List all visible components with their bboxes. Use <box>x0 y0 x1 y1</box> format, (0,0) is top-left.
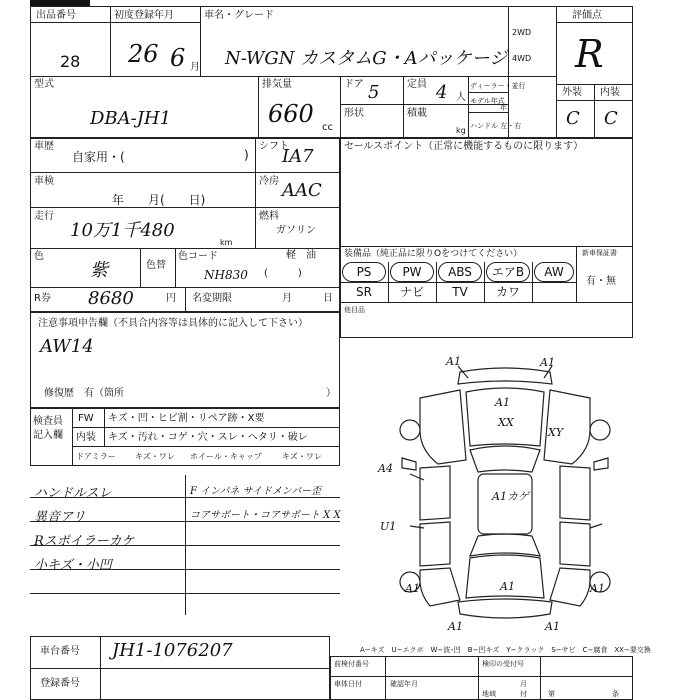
inspector-mirror: ドアミラー <box>76 452 116 461</box>
model-label: 型式 <box>34 79 54 90</box>
footer-f8: 第 <box>548 690 555 698</box>
usage-close: ) <box>244 148 249 162</box>
mark-roof: A1カゲ <box>492 490 529 503</box>
inspection-label: 車検 <box>34 176 54 187</box>
inspector-fw: FW <box>78 413 94 424</box>
ext-label: 外装 <box>562 87 582 98</box>
remark-right-1: F インパネ サイドメンバー歪 <box>190 486 322 497</box>
remark-left-3: Rスポイラーカケ <box>34 534 135 549</box>
mark-hood: A1 <box>495 396 510 409</box>
ac-label: 冷房 <box>259 176 279 187</box>
color: 紫 <box>90 260 108 281</box>
score: R <box>575 32 604 76</box>
remark-left-1: ハンドルスレ <box>34 486 112 501</box>
car-name-label: 車名・グレード <box>204 10 274 21</box>
mark-rear-right: A1 <box>590 582 605 595</box>
displacement: 660 <box>268 100 314 128</box>
inspector-label-1: 検査員 <box>33 416 63 427</box>
displacement-unit: cc <box>322 122 333 133</box>
capacity-label: 定員 <box>407 79 427 90</box>
equip-airbag: エアB <box>486 262 530 282</box>
model-year-label: モデル年式 <box>470 97 505 105</box>
drive-2wd: 2WD <box>512 28 532 37</box>
fuel-gasoline: ガソリン <box>276 225 316 236</box>
fuel-label: 燃料 <box>259 211 279 222</box>
inspector-mirror-opts: キズ・ワレ <box>135 452 175 461</box>
inspector-label-2: 記入欄 <box>33 430 63 441</box>
mark-bottom-right: A1 <box>545 620 560 633</box>
mark-bottom-left: A1 <box>448 620 463 633</box>
dealer-label: ディーラー・並行 <box>470 82 526 90</box>
equipment-row1 <box>340 262 576 282</box>
usage-label: 車歴 <box>34 141 54 152</box>
score-label: 評価点 <box>572 10 602 21</box>
mark-front-right: A1 <box>540 356 555 369</box>
mileage: 10万1千480 <box>70 220 175 241</box>
ac: AAC <box>282 180 322 201</box>
int-label: 内装 <box>600 87 620 98</box>
footer-f9: 条 <box>612 690 619 698</box>
inspector-wheel-opts: キズ・ワレ <box>282 452 322 461</box>
new-warranty-opts: 有・無 <box>586 276 616 287</box>
capacity: 4 <box>436 82 448 103</box>
repair-close: ） <box>326 388 336 399</box>
recycle-unit: 円 <box>166 293 176 304</box>
shape-label: 形状 <box>344 108 364 119</box>
damage-legend: A−キズ U−エクボ W−波･凹 B−凹キズ Y−クラック S−サビ C−腐食 XX−要交換 <box>360 646 651 654</box>
chassis-no: JH1-1076207 <box>112 640 233 661</box>
shift: IA7 <box>282 146 314 167</box>
footer-f1: 前検付番号 <box>334 660 369 668</box>
equipment-row2 <box>340 283 576 302</box>
recycle: 8680 <box>88 288 134 309</box>
lot-no-label: 出品番号 <box>36 10 76 21</box>
mark-left-u: U1 <box>380 520 397 533</box>
sales-frame <box>340 138 633 338</box>
load-label: 積載 <box>407 108 427 119</box>
notes-text: AW14 <box>40 336 94 357</box>
doors: 5 <box>368 82 380 103</box>
equip-aw: AW <box>534 262 574 282</box>
mark-rear: A1 <box>500 580 515 593</box>
shift-label: シフト <box>259 141 289 152</box>
first-reg-label: 初度登録年月 <box>114 10 174 21</box>
equip-pw: PW <box>390 262 434 282</box>
color-code: NH830 <box>204 268 248 282</box>
capacity-unit: 人 <box>456 92 466 103</box>
equip-ps: PS <box>342 262 386 282</box>
recycle-label: R券 <box>34 293 51 304</box>
name-change-month: 月 <box>282 293 292 304</box>
footer-f5: 検印の受付号 <box>482 660 524 668</box>
remark-right-2: コアサポート・コアサポート X X <box>190 510 341 521</box>
equip-sr: SR <box>356 285 372 299</box>
mark-right-xy: XY <box>548 426 564 439</box>
inspector-interior: 内装 <box>76 432 96 443</box>
reg-month-unit: 月 <box>190 62 200 73</box>
color-code-label: 色コード <box>178 251 218 262</box>
remark-left-2: 異音アリ <box>34 510 86 525</box>
footer-f6: 付 <box>520 690 527 698</box>
name-change-label: 名変期限 <box>192 293 232 304</box>
fuel-diesel: 軽 油 <box>286 250 316 261</box>
footer-f2: 車体日付 <box>334 680 362 688</box>
usage: 自家用・( <box>72 150 125 164</box>
inspection: 年 月( 日) <box>112 193 206 207</box>
inspector-row2: キズ・汚れ・コゲ・穴・スレ・ヘタリ・破レ <box>108 432 308 443</box>
mark-rear-left: A1 <box>405 582 420 595</box>
inspector-row1: キズ・凹・ヒビ割・リペア跡・X要 <box>108 413 265 424</box>
doors-label: ドア <box>344 79 364 90</box>
load-unit: kg <box>456 126 466 135</box>
equip-abs: ABS <box>438 262 482 282</box>
repair-label: 修復歴 有（箇所 <box>44 388 124 399</box>
reg-label: 登録番号 <box>40 678 80 689</box>
handle-label: ハンドル 左・右 <box>470 122 522 130</box>
lot-no: 28 <box>60 52 81 71</box>
car-name: N-WGN カスタムG・Aパッケージ <box>225 48 508 69</box>
sales-label: セールスポイント（正常に機能するものに限ります） <box>344 141 584 152</box>
displacement-label: 排気量 <box>262 79 292 90</box>
drive-4wd: 4WD <box>512 54 532 63</box>
reg-year: 26 <box>128 40 159 68</box>
mark-left-side: A4 <box>378 462 393 475</box>
other-label: 他目品 <box>344 306 365 314</box>
int-grade: C <box>604 108 618 129</box>
footer-f7: 地域 <box>482 690 496 698</box>
inspector-wheel: ホイール・キャップ <box>190 452 262 461</box>
new-warranty-label: 新車保証書 <box>582 249 617 257</box>
mark-hood-xx: XX <box>498 416 514 429</box>
remark-left-4: 小キズ・小凹 <box>34 558 112 573</box>
mark-front-left: A1 <box>446 355 461 368</box>
color-label: 色 <box>34 251 44 262</box>
color-change-label: 色替 <box>146 260 166 271</box>
ext-grade: C <box>566 108 580 129</box>
name-change-day: 日 <box>323 293 333 304</box>
model: DBA-JH1 <box>90 108 172 129</box>
equip-leather: カワ <box>495 285 520 299</box>
reg-month: 6 <box>170 44 186 72</box>
mileage-label: 走行 <box>34 211 54 222</box>
notes-label: 注意事項申告欄（不具合内容等は具体的に記入して下さい） <box>38 318 308 329</box>
mileage-unit: km <box>220 238 233 247</box>
equip-navi: ナビ <box>399 285 424 299</box>
equipment-label: 装備品（純正品に限りOをつけてください） <box>344 249 523 259</box>
model-year-unit: 年 <box>500 104 507 112</box>
footer-f3: 確認年月 <box>390 680 418 688</box>
equip-tv: TV <box>452 285 468 299</box>
chassis-label: 車台番号 <box>40 646 80 657</box>
footer-f4: 月 <box>520 680 527 688</box>
fuel-paren: ( ) <box>264 268 302 279</box>
